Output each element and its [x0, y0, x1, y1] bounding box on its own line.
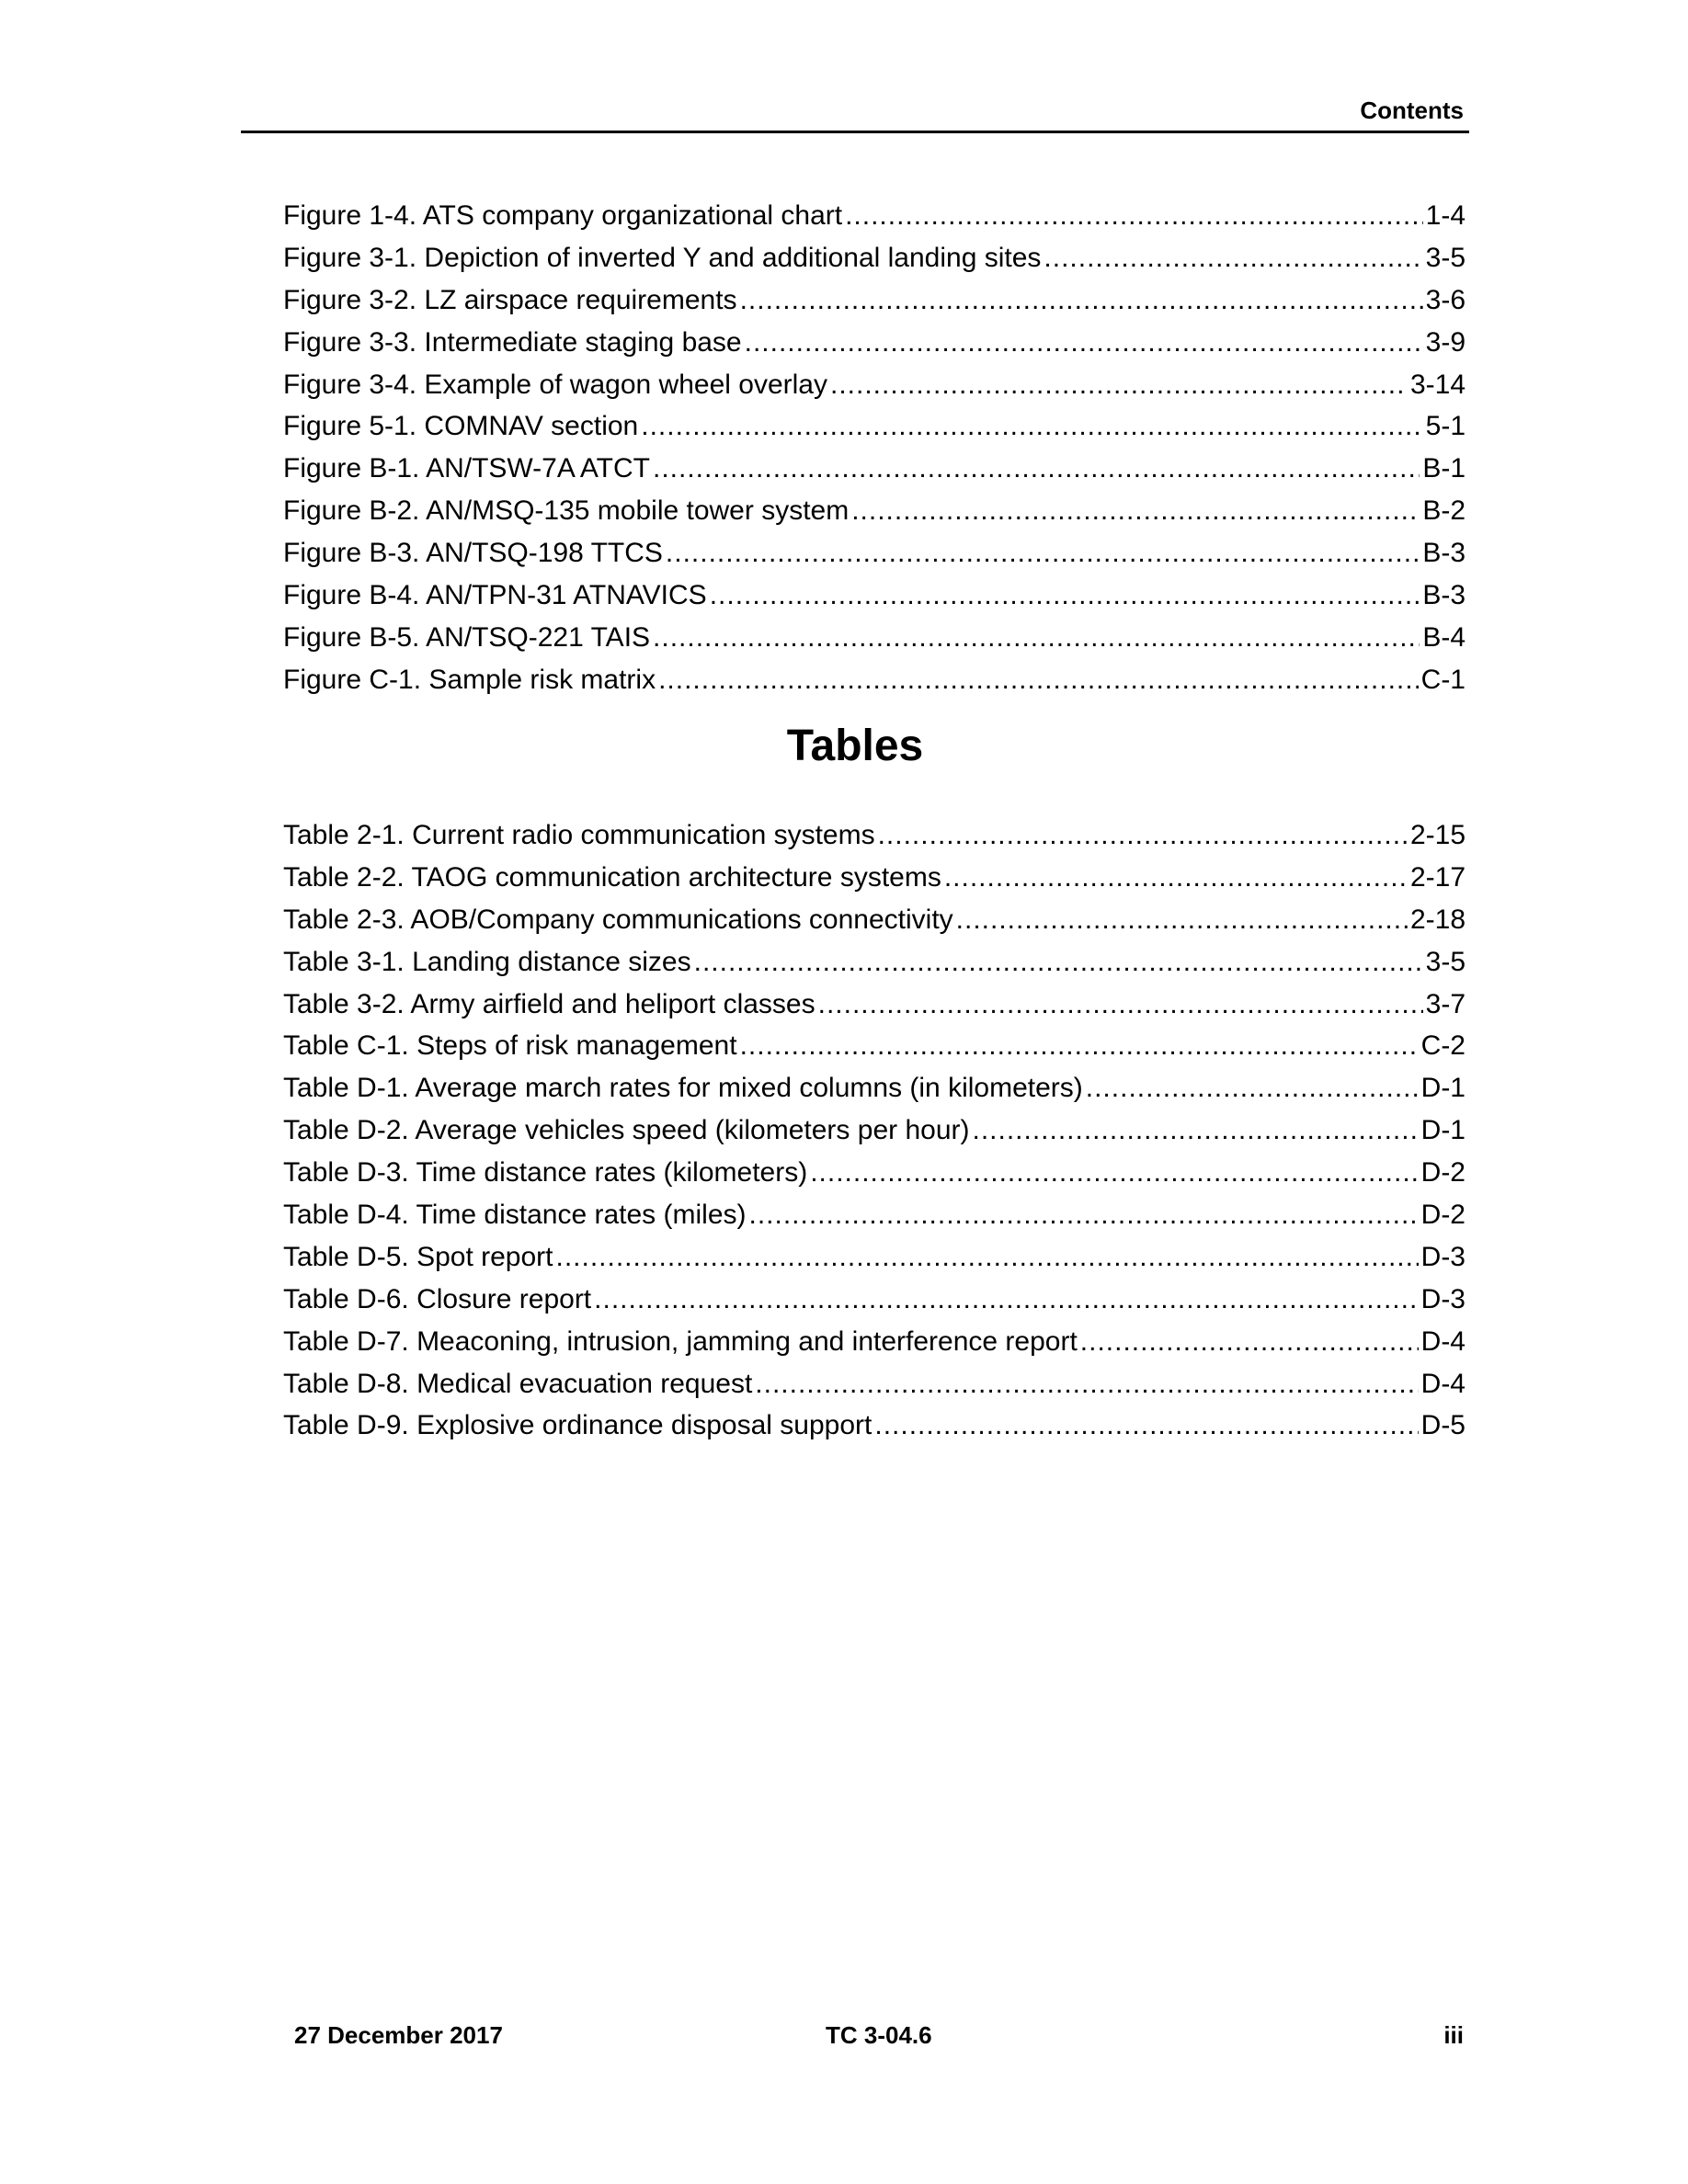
page-header — [241, 96, 1469, 133]
toc-entry-page: B-1 — [1422, 453, 1466, 484]
dot-leader — [874, 1405, 1418, 1446]
toc-entry-page: 2-18 — [1409, 904, 1466, 935]
dot-leader — [555, 1236, 1418, 1278]
toc-entry-title: Figure 3-4. Example of wagon wheel overlay — [283, 369, 827, 400]
dot-leader — [1080, 1321, 1419, 1362]
toc-entry-title: Figure B-5. AN/TSQ-221 TAIS — [283, 621, 651, 653]
toc-entry-title: Table D-4. Time distance rates (miles) — [283, 1200, 747, 1231]
toc-entry-page: 2-17 — [1409, 861, 1466, 893]
table-entry — [283, 814, 1466, 857]
dot-leader — [818, 984, 1423, 1025]
table-entry — [283, 1067, 1466, 1109]
table-entry — [283, 1279, 1466, 1321]
dot-leader — [653, 617, 1420, 658]
dot-leader — [1044, 237, 1422, 279]
figure-entry — [283, 405, 1466, 448]
toc-entry-page: C-1 — [1420, 664, 1466, 695]
dot-leader — [810, 1152, 1418, 1193]
table-entry — [283, 1025, 1466, 1067]
toc-entry-title: Table D-8. Medical evacuation request — [283, 1368, 753, 1399]
figure-entry — [283, 237, 1466, 279]
figure-entry — [283, 195, 1466, 237]
toc-entry-page: B-3 — [1422, 580, 1466, 611]
dot-leader — [944, 857, 1408, 898]
dot-leader — [851, 490, 1420, 531]
dot-leader — [740, 279, 1423, 321]
dot-leader — [845, 195, 1423, 236]
toc-entry-title: Table D-7. Meaconing, intrusion, jamming and interference report — [283, 1325, 1078, 1357]
toc-entry-page: C-2 — [1420, 1030, 1466, 1062]
toc-entry-title: Table 2-3. AOB/Company communications connectivity — [283, 904, 953, 935]
table-entry — [283, 1405, 1466, 1447]
toc-entry-title: Table D-1. Average march rates for mixed columns (in kilometers) — [283, 1073, 1083, 1104]
dot-leader — [956, 899, 1408, 940]
figure-entry — [283, 448, 1466, 490]
dot-leader — [694, 941, 1423, 983]
running-header-title: Contents — [1360, 97, 1464, 124]
table-entry — [283, 1109, 1466, 1152]
figure-entry — [283, 322, 1466, 364]
dot-leader — [594, 1279, 1419, 1320]
toc-entry-title: Figure B-2. AN/MSQ-135 mobile tower system — [283, 495, 850, 527]
dot-leader — [710, 574, 1420, 616]
table-entry — [283, 1236, 1466, 1279]
toc-entry-page: D-4 — [1420, 1325, 1466, 1357]
toc-entry-page: D-1 — [1420, 1073, 1466, 1104]
toc-entry-page: D-2 — [1420, 1157, 1466, 1189]
toc-entry-title: Figure 5-1. COMNAV section — [283, 411, 639, 442]
toc-entry-page: 1-4 — [1425, 200, 1466, 231]
figure-entry — [283, 617, 1466, 659]
toc-entry-page: B-3 — [1422, 538, 1466, 569]
toc-entry-title: Figure B-1. AN/TSW-7A ATCT — [283, 453, 650, 484]
tables-heading: Tables — [786, 722, 924, 770]
toc-entry-page: D-3 — [1420, 1241, 1466, 1272]
toc-entry-page: B-4 — [1422, 621, 1466, 653]
toc-entry-page: D-1 — [1420, 1115, 1466, 1146]
figure-entry — [283, 279, 1466, 322]
toc-entry-page: 3-5 — [1425, 242, 1466, 273]
toc-entry-title: Table 2-1. Current radio communication systems — [283, 820, 875, 850]
dot-leader — [1086, 1067, 1419, 1109]
footer-page-number: iii — [1443, 2021, 1464, 2049]
footer-date: 27 December 2017 — [294, 2021, 503, 2049]
toc-entry-page: 3-9 — [1425, 326, 1466, 358]
toc-entry-title: Table D-3. Time distance rates (kilometers) — [283, 1157, 808, 1189]
toc-entry-page: D-2 — [1420, 1200, 1466, 1231]
toc-entry-page: D-5 — [1420, 1410, 1466, 1441]
toc-entry-page: B-2 — [1422, 495, 1466, 527]
dot-leader — [878, 814, 1408, 856]
figures-list — [283, 195, 1466, 701]
toc-entry-title: Table D-6. Closure report — [283, 1283, 592, 1314]
dot-leader — [653, 448, 1420, 489]
toc-entry-title: Table D-9. Explosive ordinance disposal support — [283, 1410, 873, 1441]
toc-entry-title: Figure B-4. AN/TPN-31 ATNAVICS — [283, 580, 707, 611]
toc-entry-title: Figure 3-2. LZ airspace requirements — [283, 284, 737, 315]
toc-entry-page: D-3 — [1420, 1283, 1466, 1314]
table-entry — [283, 1321, 1466, 1363]
dot-leader — [830, 364, 1408, 405]
figure-entry — [283, 490, 1466, 532]
table-entry — [283, 857, 1466, 899]
figure-entry — [283, 364, 1466, 406]
toc-entry-title: Table C-1. Steps of risk management — [283, 1030, 737, 1062]
toc-entry-page: D-4 — [1420, 1368, 1466, 1399]
dot-leader — [749, 1194, 1419, 1235]
figure-entry — [283, 659, 1466, 701]
table-entry — [283, 984, 1466, 1026]
table-entry — [283, 899, 1466, 941]
figure-entry — [283, 574, 1466, 617]
dot-leader — [641, 405, 1422, 447]
toc-entry-title: Table D-2. Average vehicles speed (kilometers per hour) — [283, 1115, 970, 1146]
dot-leader — [972, 1109, 1418, 1151]
table-entry — [283, 1152, 1466, 1194]
dot-leader — [740, 1025, 1419, 1066]
tables-list — [283, 814, 1466, 1447]
toc-entry-title: Table 3-2. Army airfield and heliport classes — [283, 988, 815, 1019]
footer-document-id: TC 3-04.6 — [826, 2021, 932, 2049]
toc-entry-title: Figure B-3. AN/TSQ-198 TTCS — [283, 538, 663, 569]
toc-entry-page: 3-7 — [1425, 988, 1466, 1019]
table-entry — [283, 1363, 1466, 1405]
toc-entry-title: Figure 1-4. ATS company organizational chart — [283, 200, 843, 231]
toc-entry-title: Table D-5. Spot report — [283, 1241, 553, 1272]
toc-entry-title: Table 3-1. Landing distance sizes — [283, 946, 691, 977]
toc-entry-title: Table 2-2. TAOG communication architecture systems — [283, 861, 941, 893]
toc-entry-page: 3-5 — [1425, 946, 1466, 977]
toc-entry-page: 5-1 — [1425, 411, 1466, 442]
dot-leader — [658, 659, 1419, 700]
toc-entry-title: Figure 3-3. Intermediate staging base — [283, 326, 742, 358]
figure-entry — [283, 532, 1466, 574]
table-entry — [283, 941, 1466, 984]
toc-entry-page: 2-15 — [1409, 820, 1466, 850]
table-entry — [283, 1194, 1466, 1236]
page-footer — [241, 2020, 1469, 2052]
dot-leader — [755, 1363, 1418, 1405]
dot-leader — [666, 532, 1420, 574]
dot-leader — [745, 322, 1423, 363]
toc-entry-page: 3-6 — [1425, 284, 1466, 315]
toc-entry-page: 3-14 — [1409, 369, 1466, 400]
toc-entry-title: Figure 3-1. Depiction of inverted Y and additional landing sites — [283, 242, 1042, 273]
toc-entry-title: Figure C-1. Sample risk matrix — [283, 664, 656, 695]
